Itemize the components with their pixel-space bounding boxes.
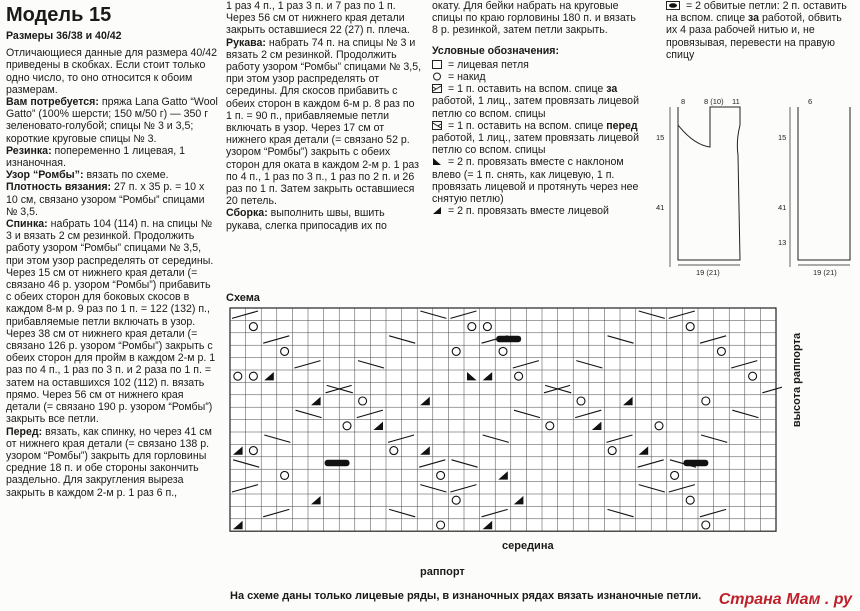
text-column-2 xyxy=(226,0,422,232)
schema-left-top-a: 8 xyxy=(681,97,686,106)
yarn-over-mark xyxy=(468,323,476,331)
rib-heading: Резинка: xyxy=(6,144,52,157)
density-heading: Плотность вязания: xyxy=(6,181,112,194)
yarn-over-mark xyxy=(608,447,616,455)
yarn-over-mark xyxy=(686,323,694,331)
repeat-height-label: высота раппорта xyxy=(791,332,803,428)
yarn-over-mark xyxy=(702,397,710,405)
assembly-text: выполнить швы, вшить рукава, слегка припосадив их по xyxy=(226,207,387,232)
legend-text-cross-left: = 1 п. оставить на вспом. спице xyxy=(445,119,607,132)
assembly-heading: Сборка: xyxy=(226,207,268,220)
rib-paragraph xyxy=(6,145,218,169)
legend-item-knit xyxy=(432,59,642,71)
materials-text: пряжа Lana Gatto “Wool Gatto” (100% шерсти; 150 м/50 г) — 350 г зеленовато-голубой; спицы № 3 и 3,5; короткие круговые спицы № 3. xyxy=(6,96,218,145)
legend-text-knit: = лицевая петля xyxy=(445,58,529,71)
schema-right-bottom: 19 (21) xyxy=(813,268,837,277)
back-text: набрать 104 (114) п. на спицы № 3 и вязать 2 см резинкой. Продолжить работу узором “Ромбы” спицами № 3,5, при этом узор распределять от середины. Через 15 см от нижнего края детали (= связано 46 р. узором “Ромбы”) прибавить с обеих сторон для боковых скосов в каждом 8-м р. 9 раз по 1 п. = 122 (132) п., прибавляемые петли включать в узор. Через 38 см от нижнего края детали (= связано 126 р. узором “Ромбы”) закрыть с обеих сторон для пройм в каждом 2-м р. 1 раз по 4 п., 1 раз по 3 п. и 2 раза по 1 п. = затем на оставшихся 102 (112) п. вязать прямо. Через 56 см от нижнего края детали (= связано 190 р. узором “Ромбы”) закрыть все петли. xyxy=(6,218,216,426)
site-watermark: Страна Мам . ру xyxy=(718,591,852,608)
materials-heading: Вам потребуется: xyxy=(6,96,99,109)
legend-item-cross-right xyxy=(432,83,642,120)
legend-text-cross-right-rest: работой, 1 лиц., затем провязать лицевой петлю со вспом. спицы xyxy=(432,95,639,120)
schema-left-top-c: 11 xyxy=(732,97,740,106)
legend-title: Условные обозначения: xyxy=(432,44,559,57)
legend-item-k2tog xyxy=(432,205,642,217)
sleeves-paragraph xyxy=(226,37,422,208)
yarn-over-mark xyxy=(249,447,257,455)
schema-left-15: 15 xyxy=(656,133,665,142)
yarn-over-mark xyxy=(717,347,725,355)
back-paragraph xyxy=(6,218,218,425)
density-text: 27 п. х 35 р. = 10 х 10 см, связано узором “Ромбы” спицами № 3,5. xyxy=(6,181,205,218)
col3-top-text: окату. Для бейки набрать на круговые спицы по краю горловины 180 п. и вязать 8 р. резинкой, затем петли закрыть. xyxy=(432,0,636,37)
center-label: середина xyxy=(502,540,554,552)
legend-item-yarnover xyxy=(432,71,642,83)
legend-item-ssk xyxy=(432,156,642,205)
yarn-over-mark xyxy=(359,397,367,405)
materials-paragraph xyxy=(6,96,218,145)
legend-text-k2tog: = 2 п. провязать вместе лицевой xyxy=(445,205,609,218)
text-column-3 xyxy=(432,0,642,217)
yarn-over-mark xyxy=(281,471,289,479)
cross-right-icon xyxy=(432,84,442,93)
yarn-over-mark xyxy=(686,496,694,504)
sleeves-text: набрать 74 п. на спицы № 3 и вязать 2 см резинкой. Продолжить работу узором “Ромбы” спицами № 3,5, при этом узор распределять от середины. Для скосов прибавить с обеих сторон в каждом 6-м р. 8 раз по 1 п. = 90 п., прибавляемые петли включать в узор. Через 17 см от нижнего края детали (= связано 52 р. узором “Ромбы”) закрыть с обеих сторон для оката в каждом 2-м р. 1 раз по 4 п., 1 раз по 3 п., 1 раз по 2 п. и 26 раз по 1 п. Затем закрыть оставшиеся 20 петель. xyxy=(226,36,422,208)
wrap-stitch-mark xyxy=(496,336,521,342)
text-column-1 xyxy=(6,4,218,499)
yarn-over-mark xyxy=(702,521,710,529)
yarn-over-mark xyxy=(515,372,523,380)
yarn-over-mark xyxy=(437,521,445,529)
yarn-over-mark xyxy=(483,323,491,331)
front-outline xyxy=(678,107,740,260)
legend-text-wrap: = 2 обвитые петли: 2 п. оставить на вспом. спице xyxy=(666,0,847,25)
yarn-over-mark xyxy=(655,422,663,430)
sizes-heading: Размеры 36/38 и 40/42 xyxy=(6,30,122,42)
slant-left-icon xyxy=(432,157,442,166)
pattern-grid xyxy=(226,304,782,532)
schema-right-41: 41 xyxy=(778,203,787,212)
wrap-stitch-mark xyxy=(683,460,708,466)
empty-square-icon xyxy=(432,60,442,69)
text-column-4 xyxy=(650,0,855,61)
legend-text-yarnover: = накид xyxy=(445,71,486,84)
yarn-over-mark xyxy=(577,397,585,405)
chart-title: Схема xyxy=(226,292,260,304)
rib-text: попеременно 1 лицевая, 1 изнаночная. xyxy=(6,144,185,170)
yarn-over-mark xyxy=(390,447,398,455)
schema-right-top: 6 xyxy=(808,97,813,106)
circle-icon xyxy=(432,72,442,81)
legend-text-wrap-rest: работой, обвить их 4 раза рабочей нитью и, не провязывая, перевести на правую спицу xyxy=(666,12,842,61)
legend-text-ssk: = 2 п. провязать вместе с наклоном влево (= 1 п. снять, как лицевую, 1 п. провязать лицевой и протянуть через нее снятую петлю) xyxy=(432,156,639,206)
front-heading: Перед: xyxy=(6,425,43,438)
yarn-over-mark xyxy=(343,422,351,430)
front-paragraph xyxy=(6,426,218,499)
intro-text: Отличающиеся данные для размера 40/42 приведены в скобках. Если стоит только одно число, то оно относится к обоим размерам. xyxy=(6,47,218,96)
col2-top-text: 1 раз 4 п., 1 раз 3 п. и 7 раз по 1 п. Через 56 см от нижнего края детали закрыть оставшиеся 22 (27) п. плеча. xyxy=(226,0,410,37)
pattern-heading: Узор “Ромбы”: xyxy=(6,169,84,182)
yarn-over-mark xyxy=(281,347,289,355)
schema-left-41: 41 xyxy=(656,203,665,212)
legend-item-wrap xyxy=(650,0,855,61)
yarn-over-mark xyxy=(671,471,679,479)
wrap-stitch-icon xyxy=(666,1,680,10)
legend-text-cross-right: = 1 п. оставить на вспом. спице xyxy=(445,83,607,96)
model-title: Модель 15 xyxy=(6,4,112,26)
legend-bold-za-2: за xyxy=(748,12,760,25)
legend-bold-za: за xyxy=(606,83,618,96)
sleeve-outline xyxy=(798,107,850,260)
sleeves-heading: Рукава: xyxy=(226,36,266,49)
schema-left-top-b: 8 (10) xyxy=(704,97,724,106)
yarn-over-mark xyxy=(249,323,257,331)
yarn-over-mark xyxy=(234,372,242,380)
schema-left-bottom: 19 (21) xyxy=(696,268,720,277)
density-paragraph xyxy=(6,181,218,218)
legend-item-cross-left xyxy=(432,120,642,157)
pattern-paragraph xyxy=(6,169,218,181)
yarn-over-mark xyxy=(249,372,257,380)
pattern-text: вязать по схеме. xyxy=(83,169,169,182)
yarn-over-mark xyxy=(437,471,445,479)
legend-text-cross-left-rest: работой, 1 лиц., затем провязать лицевой петлю со вспом. спицы xyxy=(432,132,639,157)
yarn-over-mark xyxy=(546,422,554,430)
back-heading: Спинка: xyxy=(6,218,48,231)
assembly-paragraph xyxy=(226,207,422,231)
garment-schematic xyxy=(650,95,855,280)
legend-bold-pered: перед xyxy=(606,119,638,132)
front-text: вязать, как спинку, но через 41 см от нижнего края детали (= связано 138 р. узором “Ромбы”) закрыть для горловины средние 18 п. и обе стороны закончить раздельно. Для закругления выреза закрыть в каждом 2-м р. 1 раз 6 п., xyxy=(6,425,212,499)
repeat-label: раппорт xyxy=(420,566,465,578)
pattern-chart xyxy=(226,304,782,537)
yarn-over-mark xyxy=(452,496,460,504)
yarn-over-mark xyxy=(499,347,507,355)
slant-right-icon xyxy=(432,206,442,215)
wrap-stitch-mark xyxy=(325,460,350,466)
schema-right-15: 15 xyxy=(778,133,787,142)
yarn-over-mark xyxy=(452,347,460,355)
schema-right-13: 13 xyxy=(778,238,787,247)
cross-left-icon xyxy=(432,121,442,130)
chart-footnote: На схеме даны только лицевые ряды, в изнаночных рядах вязать изнаночные петли. xyxy=(230,590,702,602)
yarn-over-mark xyxy=(749,372,757,380)
